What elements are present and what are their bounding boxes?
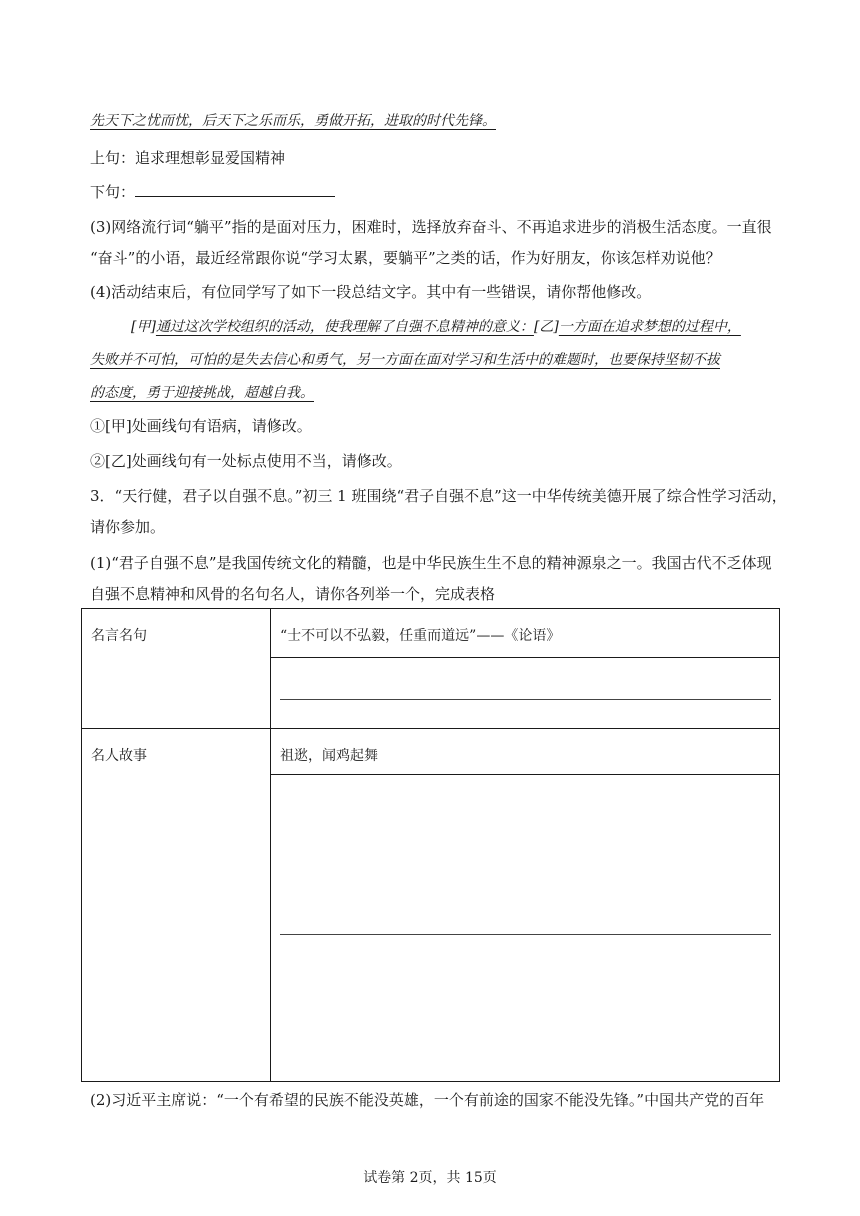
question-3-intro-line1: 3．“天行健，君子以自强不息。”初三 1 班围绕“君子自强不息”这一中华传统美德开展了综合性学习活动， (90, 487, 787, 505)
table-cell-quote-answer[interactable] (271, 658, 780, 729)
couplet-upper: 上句：追求理想彰显爱国精神 (90, 149, 286, 167)
table-cell-story-answer[interactable] (271, 775, 780, 1082)
answer-line[interactable] (280, 775, 771, 935)
question-4: (4)活动结束后，有位同学写了如下一段总结文字。其中有一些错误，请你帮他修改。 (90, 283, 652, 301)
summary-para-line1 (131, 317, 741, 337)
page-footer: 试卷第 2页，共 15页 (363, 1170, 497, 1186)
quote-example: “士不可以不弘毅，任重而道远”——《论语》 (280, 628, 561, 644)
table-label-stories: 名人故事 (82, 729, 271, 1082)
question-3-line1: (3)网络流行词“躺平”指的是面对压力，困难时，选择放弃奋斗、不再追求进步的消极生活态度。一直很 (90, 218, 772, 236)
table-label-quotes: 名言名句 (82, 609, 271, 729)
answer-line[interactable] (280, 658, 771, 700)
summary-para-line3: 的态度，勇于迎接挑战，超越自我。 (90, 385, 314, 401)
table-cell-quote-example (271, 609, 780, 658)
summary-para-line2: 失败并不可怕，可怕的是失去信心和勇气，另一方面在面对学习和生活中的难题时，也要保持坚韧不拔 (90, 352, 720, 368)
table-cell-story-example (271, 729, 780, 775)
subquestion-1: ①[甲]处画线句有语病，请修改。 (90, 417, 312, 435)
mark-jia: [甲] (131, 319, 156, 335)
underlined-sentence-yi: 一方面在追求梦想的过程中， (558, 319, 741, 335)
couplet-lower (90, 182, 335, 202)
text-line: 先天下之忧而忧，后天下之乐而乐，勇做开拓，进取的时代先锋。 (90, 113, 496, 129)
answer-table (81, 608, 780, 1082)
subquestion-2: ②[乙]处画线句有一处标点使用不当，请修改。 (90, 452, 402, 470)
mark-yi: [乙] (533, 319, 559, 335)
question-3-part1-line2: 自强不息精神和风骨的名句名人，请你各列举一个，完成表格 (90, 585, 496, 603)
question-3-line2: “奋斗”的小语，最近经常跟你说“学习太累，要躺平”之类的话，作为好朋友，你该怎样劝说他？ (90, 249, 721, 267)
answer-blank[interactable] (135, 182, 335, 197)
question-3-part2: (2)习近平主席说：“一个有希望的民族不能没英雄，一个有前途的国家不能没先锋。”中国共产党的百年 (90, 1091, 765, 1109)
story-example: 祖逖，闻鸡起舞 (280, 748, 378, 764)
underlined-sentence-jia: 通过这次学校组织的活动，使我理解了自强不息精神的意义： (155, 319, 534, 335)
question-3-intro-line2: 请你参加。 (90, 518, 166, 536)
couplet-lower-label: 下句： (90, 183, 136, 201)
question-3-part1-line1: (1)“君子自强不息”是我国传统文化的精髓，也是中华民族生生不息的精神源泉之一。我国古代不乏体现 (90, 554, 772, 572)
